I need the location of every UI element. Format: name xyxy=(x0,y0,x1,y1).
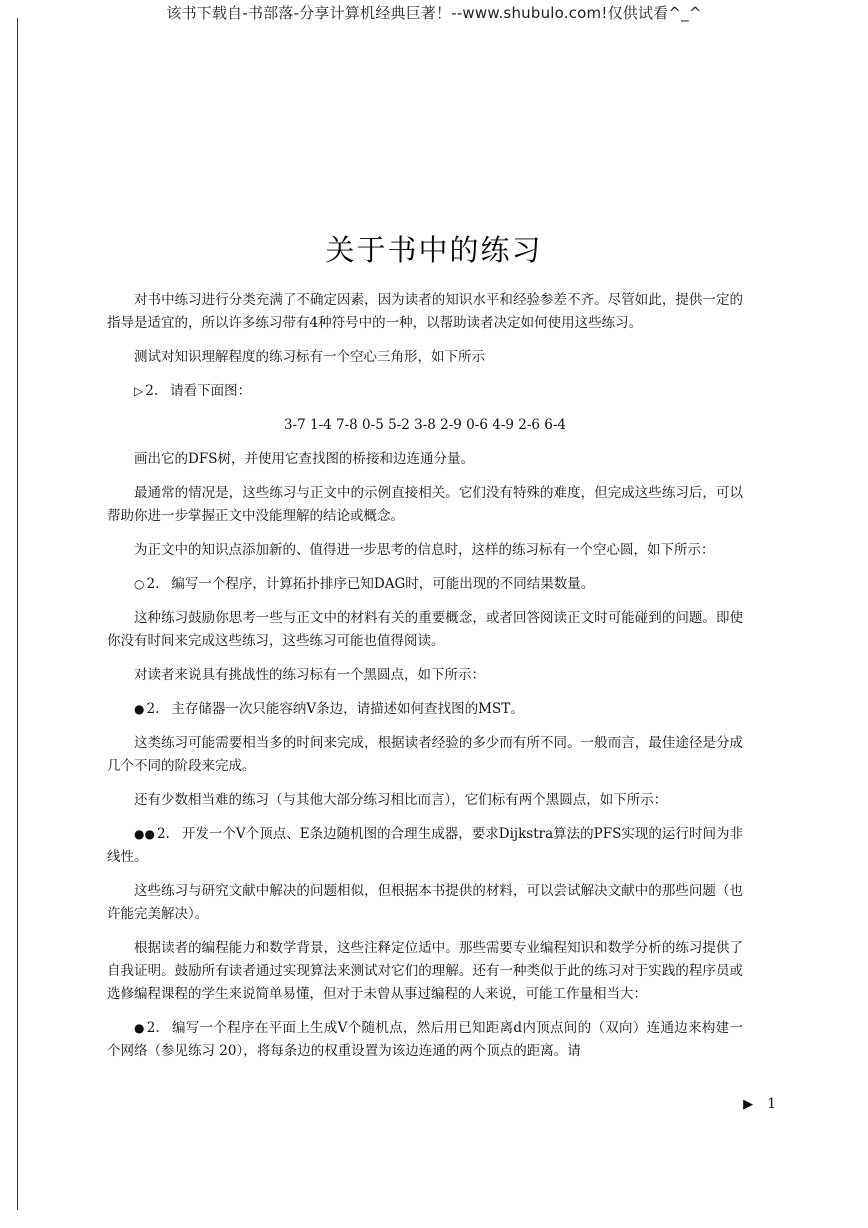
exercise-double-dot xyxy=(107,823,743,869)
exercise-dot xyxy=(107,698,743,721)
filled-dot-icon: ● xyxy=(134,702,145,716)
exercise-text: 请看下面图： xyxy=(170,383,252,399)
exercise-number: 2. xyxy=(146,576,160,592)
page-arrow-icon: ▶ xyxy=(743,1097,754,1112)
exercise-text: 编写一个程序，计算拓扑排序已知DAG时，可能出现的不同结果数量。 xyxy=(171,576,595,592)
paragraph-double-dot-desc: 还有少数相当难的练习（与其他大部分练习相比而言），它们标有两个黑圆点，如下所示： xyxy=(134,792,668,808)
paragraph-encourage: 这种练习鼓励你思考一些与正文中的材料有关的重要概念，或者回答阅读正文时可能碰到的问题。即使你没有时间来完成这些练习，这些练习可能也值得阅读。 xyxy=(107,610,743,649)
page-number: 1 xyxy=(767,1096,776,1112)
paragraph-circle-desc: 为正文中的知识点添加新的、值得进一步思考的信息时，这样的练习标有一个空心圆，如下所示： xyxy=(134,542,715,558)
exercise-number: 2. xyxy=(146,701,160,717)
page-footer xyxy=(743,1096,776,1112)
page-title: 关于书中的练习 xyxy=(325,233,543,267)
exercise-number: 2. xyxy=(145,383,159,399)
exercise-triangle xyxy=(107,380,743,403)
body-text xyxy=(107,289,743,1074)
paragraph-research: 这些练习与研究文献中解决的问题相似，但根据本书提供的材料，可以尝试解决文献中的那些问题（也许能完美解决）。 xyxy=(107,883,743,922)
paragraph-time: 这类练习可能需要相当多的时间来完成，根据读者经验的多少而有所不同。一般而言，最佳途径是分成几个不同的阶段来完成。 xyxy=(107,735,743,774)
exercise-number: 2. xyxy=(146,1020,160,1036)
paragraph-dfs: 画出它的DFS树，并使用它查找图的桥接和边连通分量。 xyxy=(134,451,474,467)
paragraph-common-case: 最通常的情况是，这些练习与正文中的示例直接相关。它们没有特殊的难度，但完成这些练习后，可以帮助你进一步掌握正文中没能理解的结论或概念。 xyxy=(107,485,743,524)
paragraph-triangle-desc: 测试对知识理解程度的练习标有一个空心三角形，如下所示 xyxy=(134,349,485,365)
exercise-text: 编写一个程序在平面上生成V个随机点，然后用已知距离d内顶点间的（双向）连通边来构建一个网络（参见练习 20），将每条边的权重设置为该边连通的两个顶点的距离。请 xyxy=(107,1020,743,1059)
double-dot-icon: ●● xyxy=(134,827,155,841)
graph-edge-list: 3-7 1-4 7-8 0-5 5-2 3-8 2-9 0-6 4-9 2-6 6-4 xyxy=(283,417,567,433)
open-circle-icon: ○ xyxy=(134,577,145,591)
exercise-text: 主存储器一次只能容纳V条边，请描述如何查找图的MST。 xyxy=(171,701,524,717)
exercise-text: 开发一个V个顶点、E条边随机图的合理生成器，要求Dijkstra算法的PFS实现的运行时间为非线性。 xyxy=(107,826,743,865)
open-triangle-icon: ▷ xyxy=(134,384,144,398)
exercise-circle xyxy=(107,573,743,596)
download-banner: 该书下载自-书部落-分享计算机经典巨著！--www.shubulo.com!仅供试看^_^ xyxy=(166,4,702,22)
paragraph-intro: 对书中练习进行分类充满了不确定因素，因为读者的知识水平和经验参差不齐。尽管如此，提供一定的指导是适宜的，所以许多练习带有4种符号中的一种，以帮助读者决定如何使用这些练习。 xyxy=(107,292,743,331)
exercise-number: 2. xyxy=(156,826,170,842)
filled-dot-icon: ● xyxy=(134,1021,145,1035)
page-binding-line xyxy=(17,18,18,1210)
exercise-random-points xyxy=(107,1017,743,1063)
paragraph-background: 根据读者的编程能力和数学背景，这些注释定位适中。那些需要专业编程知识和数学分析的练习提供了自我证明。鼓励所有读者通过实现算法来测试对它们的理解。还有一种类似于此的练习对于实践的程序员或选修编程课程的学生来说简单易懂，但对于未曾从事过编程的人来说，可能工作量相当大： xyxy=(107,940,743,1002)
paragraph-dot-desc: 对读者来说具有挑战性的练习标有一个黑圆点，如下所示： xyxy=(134,667,485,683)
